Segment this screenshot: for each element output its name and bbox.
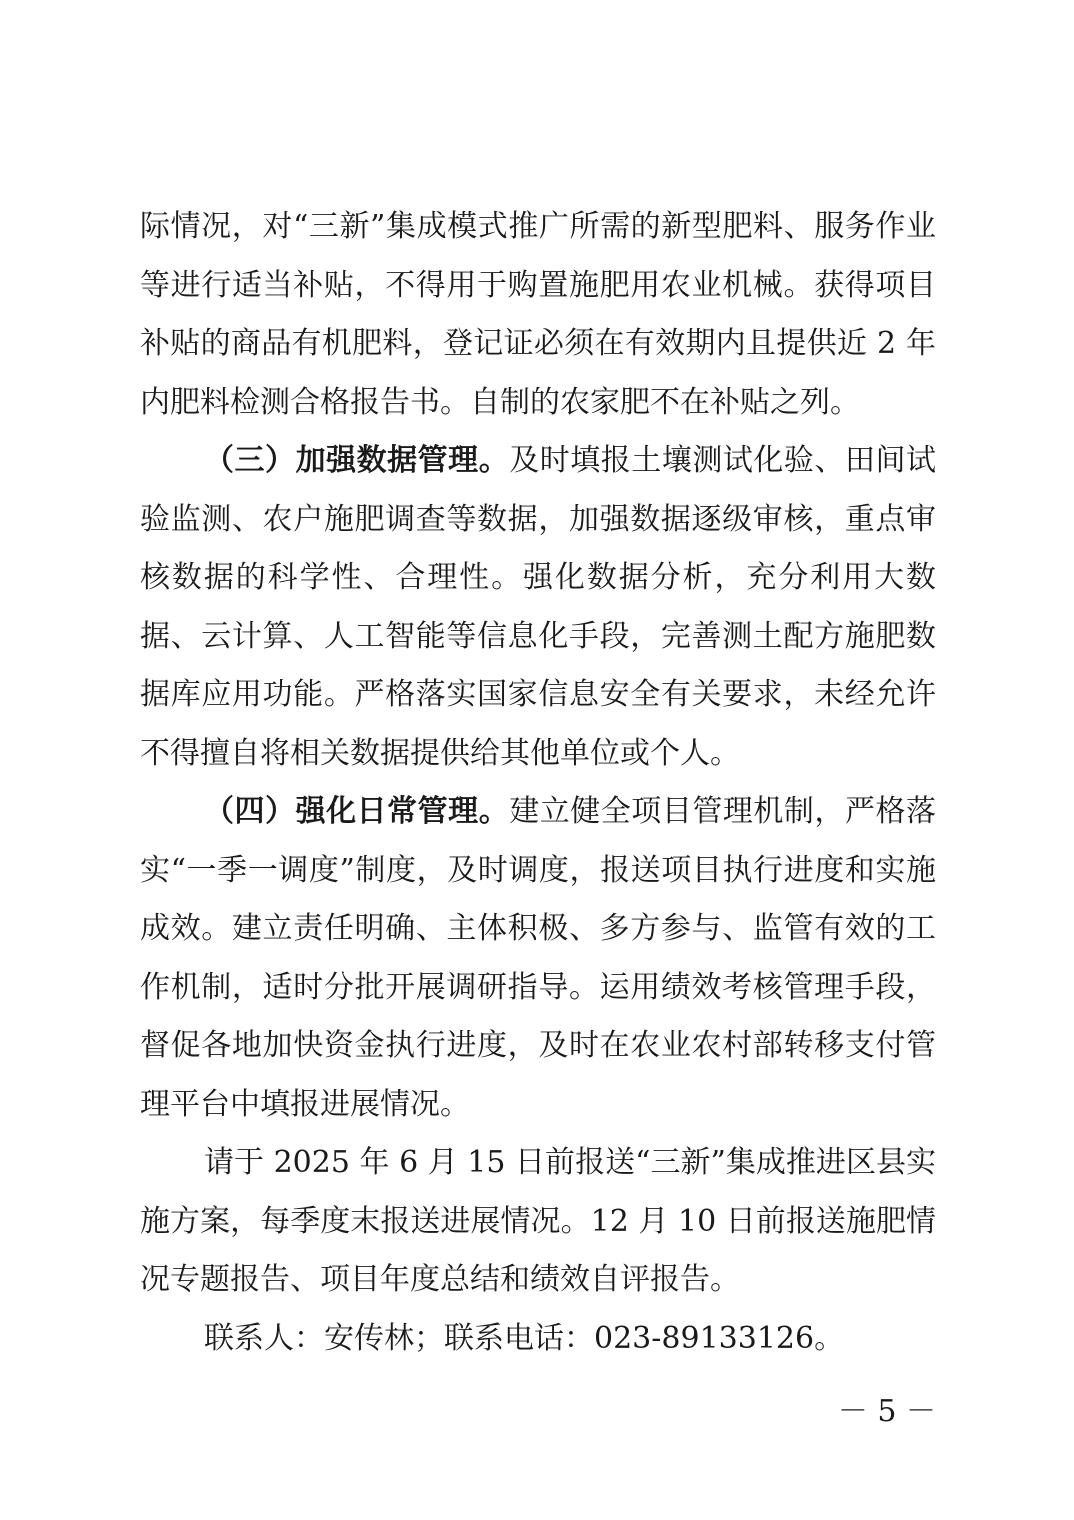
contact-text: 联系人：安传林；联系电话：023-89133126。 [204, 1320, 845, 1356]
paragraph-contact-info [140, 1310, 936, 1369]
paragraph-text: 际情况，对“三新”集成模式推广所需的新型肥料、服务作业等进行适当补贴，不得用于购置施肥用农业机械。获得项目补贴的商品有机肥料，登记证必须在有效期内且提供近 2 年内肥料检测合格报告书。自制的农家肥不在补贴之列。 [140, 209, 936, 420]
paragraph-subsidy-continuation [140, 198, 936, 432]
paragraph-text: 及时填报土壤测试化验、田间试验监测、农户施肥调查等数据，加强数据逐级审核，重点审核数据的科学性、合理性。强化数据分析，充分利用大数据、云计算、人工智能等信息化手段，完善测土配方施肥数据库应用功能。严格落实国家信息安全有关要求，未经允许不得擅自将相关数据提供给其他单位或个人。 [140, 443, 937, 771]
page-number: － 5 － [837, 1394, 936, 1429]
paragraph-daily-management [140, 783, 936, 1134]
section-heading-daily-management: （四）强化日常管理。 [204, 794, 510, 829]
paragraph-reporting-deadlines [140, 1134, 936, 1310]
document-body [140, 198, 936, 1368]
paragraph-text: 建立健全项目管理机制，严格落实“一季一调度”制度，及时调度，报送项目执行进度和实施成效。建立责任明确、主体积极、多方参与、监管有效的工作机制，适时分批开展调研指导。运用绩效考核管理手段，督促各地加快资金执行进度，及时在农业农村部转移支付管理平台中填报进展情况。 [140, 794, 937, 1122]
paragraph-data-management [140, 432, 936, 783]
paragraph-text: 请于 2025 年 6 月 15 日前报送“三新”集成推进区县实施方案，每季度末报送进展情况。12 月 10 日前报送施肥情况专题报告、项目年度总结和绩效自评报告。 [140, 1145, 936, 1297]
section-heading-data-management: （三）加强数据管理。 [204, 443, 510, 478]
